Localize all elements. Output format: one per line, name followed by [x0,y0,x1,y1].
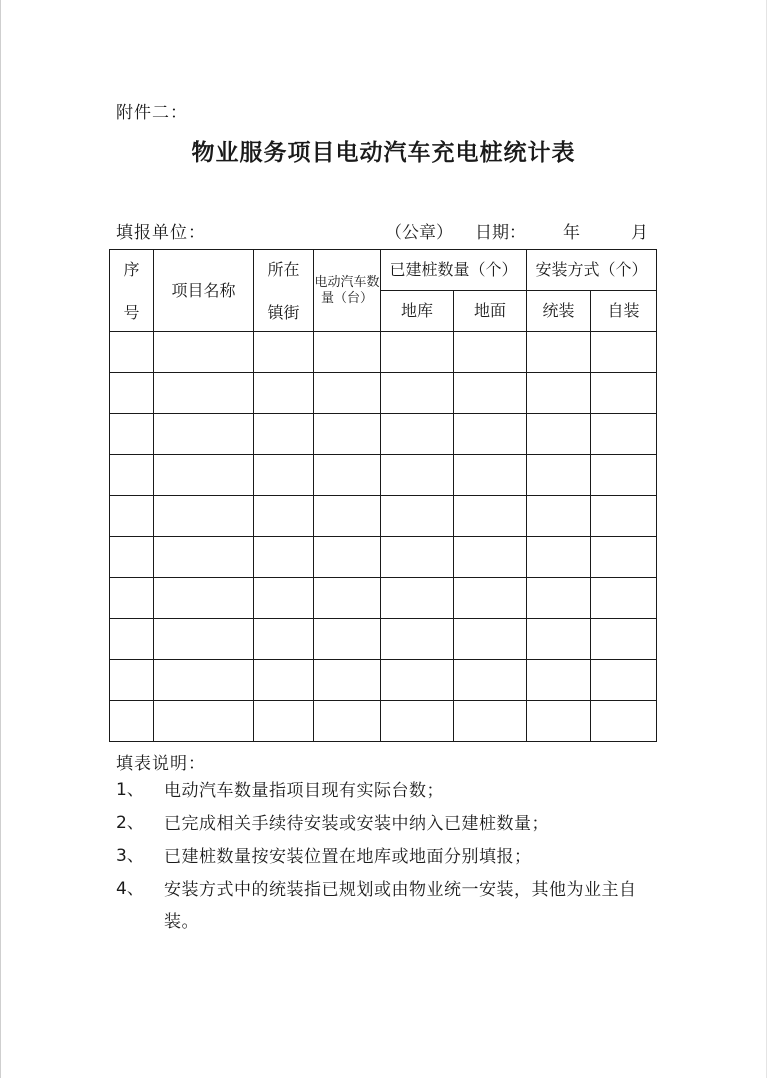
table-cell [154,701,254,742]
table-cell [254,332,314,373]
table-cell [454,619,527,660]
table-cell [527,496,591,537]
table-cell [314,414,381,455]
table-cell [381,496,454,537]
table-row [110,537,657,578]
table-cell [110,578,154,619]
table-cell [314,455,381,496]
table-cell [591,537,657,578]
table-cell [314,660,381,701]
header-self: 自装 [591,291,657,332]
table-cell [527,619,591,660]
notes-title: 填表说明： [116,754,206,774]
table-cell [110,660,154,701]
note-number: 2、 [116,813,144,833]
table-cell [314,332,381,373]
table-cell [110,537,154,578]
table-row [110,496,657,537]
header-built-piles: 已建桩数量（个） [381,250,527,291]
table-cell [314,373,381,414]
table-cell [591,496,657,537]
note-number: 3、 [116,846,144,866]
table-cell [527,701,591,742]
header-unified: 统装 [527,291,591,332]
table-cell [110,332,154,373]
table-cell [154,496,254,537]
table-cell [314,701,381,742]
table-cell [254,660,314,701]
table-cell [154,660,254,701]
table-row [110,455,657,496]
note-text: 已完成相关手续待安装或安装中纳入已建桩数量； [164,814,549,834]
table-cell [381,660,454,701]
note-text: 已建桩数量按安装位置在地库或地面分别填报； [164,847,532,867]
table-cell [110,701,154,742]
table-row [110,578,657,619]
table-cell [454,455,527,496]
table-cell [527,660,591,701]
header-town-bottom: 镇街 [267,303,300,322]
table-row [110,414,657,455]
header-install-method: 安装方式（个） [527,250,657,291]
table-cell [381,619,454,660]
table-cell [254,701,314,742]
note-number: 1、 [116,780,144,800]
header-seq-top: 序 [123,260,140,279]
header-seq [110,250,154,332]
table-cell [154,455,254,496]
table-cell [154,619,254,660]
table-cell [591,660,657,701]
table-cell [154,578,254,619]
unit-label: 填报单位： [116,223,206,243]
table-cell [381,455,454,496]
header-row-top [110,250,657,291]
table-cell [154,373,254,414]
table-cell [454,496,527,537]
seal-label: （公章） [385,223,453,243]
table-row [110,660,657,701]
table-cell [591,455,657,496]
table-cell [591,619,657,660]
table-cell [381,578,454,619]
header-project-name: 项目名称 [154,250,254,332]
table-cell [110,496,154,537]
table-cell [381,332,454,373]
header-garage: 地库 [381,291,454,332]
note-text: 电动汽车数量指项目现有实际台数； [164,781,444,801]
table-row [110,701,657,742]
table-cell [591,578,657,619]
document-title: 物业服务项目电动汽车充电桩统计表 [191,140,576,166]
table-cell [381,414,454,455]
table-cell [314,496,381,537]
month-label: 月 [631,223,648,243]
table-cell [591,332,657,373]
table-cell [381,537,454,578]
table-cell [110,373,154,414]
table-cell [254,414,314,455]
table-cell [154,414,254,455]
note-number: 4、 [116,879,144,899]
table-cell [254,619,314,660]
table-cell [314,537,381,578]
table-cell [254,537,314,578]
table-cell [254,455,314,496]
table-cell [527,578,591,619]
table-cell [110,455,154,496]
header-town-top: 所在 [267,260,300,279]
date-label: 日期： [475,223,526,243]
header-town [254,250,314,332]
table-cell [154,537,254,578]
table-cell [381,701,454,742]
table-cell [527,537,591,578]
table-cell [454,578,527,619]
table-cell [254,373,314,414]
table-cell [314,619,381,660]
table-cell [591,414,657,455]
table-row [110,332,657,373]
table-row [110,619,657,660]
header-ev-count: 电动汽车数量（台） [314,250,381,332]
table-cell [454,701,527,742]
table-cell [314,578,381,619]
table-cell [454,373,527,414]
header-ground: 地面 [454,291,527,332]
table-cell [254,578,314,619]
table-cell [454,332,527,373]
table-cell [591,373,657,414]
header-seq-bottom: 号 [123,303,140,322]
table-cell [110,414,154,455]
table-cell [154,332,254,373]
table-cell [527,332,591,373]
table-cell [527,414,591,455]
attachment-label: 附件二： [116,103,188,123]
table-cell [254,496,314,537]
table-cell [454,660,527,701]
table-cell [454,537,527,578]
table-cell [381,373,454,414]
table-row [110,373,657,414]
year-label: 年 [563,223,580,243]
table-cell [454,414,527,455]
table-cell [591,701,657,742]
table-cell [527,455,591,496]
stats-table [109,249,657,742]
table-cell [110,619,154,660]
note-text: 安装方式中的统装指已规划或由物业统一安装，其他为业主自装。 [164,880,637,932]
table-cell [527,373,591,414]
